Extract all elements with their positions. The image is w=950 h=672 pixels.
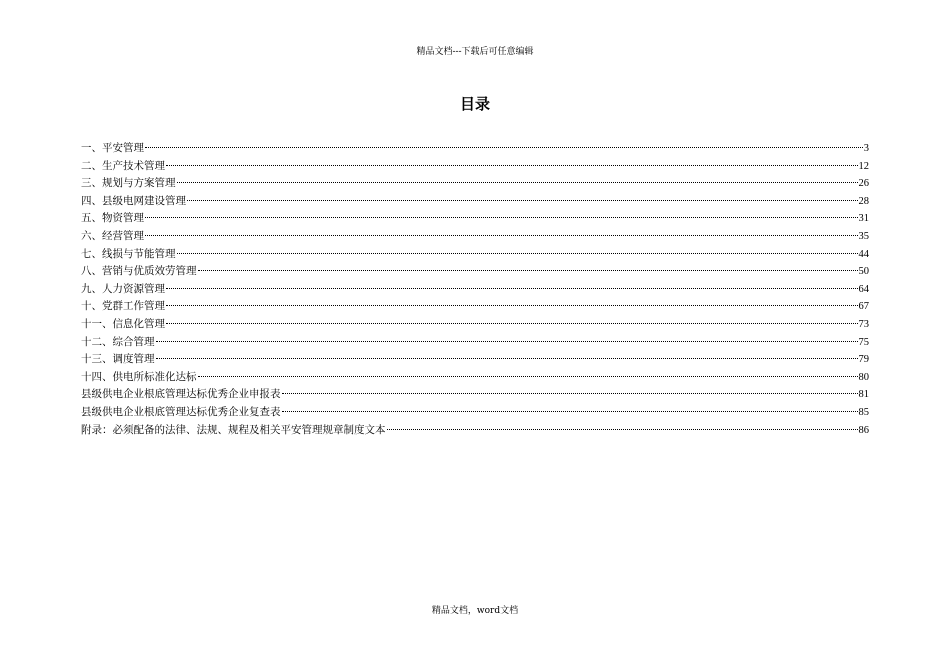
- toc-dot-leader: [282, 411, 858, 412]
- toc-page-number: 79: [858, 354, 869, 366]
- toc-entry-label: 七、线损与节能管理: [81, 247, 176, 260]
- toc-dot-leader: [166, 288, 858, 289]
- toc-entry-8[interactable]: [81, 263, 869, 281]
- toc-entry-5[interactable]: [81, 210, 869, 228]
- toc-entry-label: 十四、供电所标准化达标: [81, 370, 197, 383]
- toc-dot-leader: [166, 165, 858, 166]
- toc-dot-leader: [166, 305, 858, 306]
- toc-entry-1[interactable]: [81, 140, 869, 158]
- toc-dot-leader: [198, 376, 858, 377]
- toc-entry-17[interactable]: [81, 422, 869, 440]
- toc-entry-label: 二、生产技术管理: [81, 159, 165, 172]
- toc-entry-label: 十二、综合管理: [81, 335, 155, 348]
- toc-entry-2[interactable]: [81, 158, 869, 176]
- toc-entry-label: 十三、调度管理: [81, 353, 155, 366]
- table-of-contents: [81, 140, 869, 439]
- toc-dot-leader: [156, 341, 858, 342]
- toc-entry-13[interactable]: [81, 351, 869, 369]
- toc-dot-leader: [145, 235, 858, 236]
- toc-entry-label: 十、党群工作管理: [81, 300, 165, 313]
- toc-dot-leader: [145, 217, 858, 218]
- toc-entry-label: 六、经营管理: [81, 229, 144, 242]
- toc-entry-6[interactable]: [81, 228, 869, 246]
- toc-entry-11[interactable]: [81, 316, 869, 334]
- toc-page-number: 31: [858, 213, 869, 225]
- toc-entry-3[interactable]: [81, 175, 869, 193]
- toc-dot-leader: [177, 182, 858, 183]
- toc-dot-leader: [166, 323, 858, 324]
- toc-entry-10[interactable]: [81, 298, 869, 316]
- toc-page-number: 3: [863, 143, 869, 154]
- toc-page-number: 35: [858, 230, 869, 242]
- toc-entry-label: 八、营销与优质效劳管理: [81, 265, 197, 278]
- toc-entry-label: 三、规划与方案管理: [81, 177, 176, 190]
- toc-entry-label: 县级供电企业根底管理达标优秀企业复查表: [81, 405, 281, 418]
- toc-entry-14[interactable]: [81, 369, 869, 387]
- toc-entry-7[interactable]: [81, 246, 869, 264]
- toc-dot-leader: [145, 147, 863, 148]
- toc-page-number: 86: [858, 424, 869, 436]
- toc-page-number: 67: [858, 301, 869, 313]
- toc-entry-label: 县级供电企业根底管理达标优秀企业申报表: [81, 388, 281, 401]
- toc-page-number: 28: [858, 195, 869, 207]
- toc-entry-label: 九、人力资源管理: [81, 282, 165, 295]
- toc-dot-leader: [156, 358, 858, 359]
- toc-dot-leader: [198, 270, 858, 271]
- toc-dot-leader: [387, 429, 858, 430]
- toc-page-number: 73: [858, 318, 869, 330]
- toc-entry-label: 十一、信息化管理: [81, 317, 165, 330]
- toc-page-number: 75: [858, 336, 869, 348]
- toc-entry-16[interactable]: [81, 404, 869, 422]
- toc-dot-leader: [282, 393, 858, 394]
- toc-dot-leader: [187, 200, 858, 201]
- toc-entry-15[interactable]: [81, 386, 869, 404]
- toc-page-number: 80: [858, 371, 869, 383]
- toc-page-number: 81: [858, 389, 869, 401]
- toc-entry-label: 一、平安管理: [81, 142, 144, 154]
- page-header: 精品文档---下载后可任意编辑: [416, 47, 534, 57]
- toc-page-number: 44: [858, 248, 869, 260]
- toc-title: 目录: [459, 95, 490, 113]
- toc-entry-label: 四、县级电网建设管理: [81, 194, 186, 207]
- toc-page-number: 85: [858, 406, 869, 418]
- toc-entry-label: 五、物资管理: [81, 212, 144, 225]
- toc-page-number: 12: [858, 160, 869, 172]
- toc-page-number: 50: [858, 266, 869, 278]
- page-footer: 精品文档，word文档: [431, 606, 519, 616]
- toc-entry-12[interactable]: [81, 334, 869, 352]
- toc-entry-9[interactable]: [81, 281, 869, 299]
- toc-page-number: 64: [858, 283, 869, 295]
- toc-dot-leader: [177, 253, 858, 254]
- toc-page-number: 26: [858, 178, 869, 190]
- toc-entry-label: 附录：必须配备的法律、法规、规程及相关平安管理规章制度文本: [81, 423, 386, 436]
- toc-entry-4[interactable]: [81, 193, 869, 211]
